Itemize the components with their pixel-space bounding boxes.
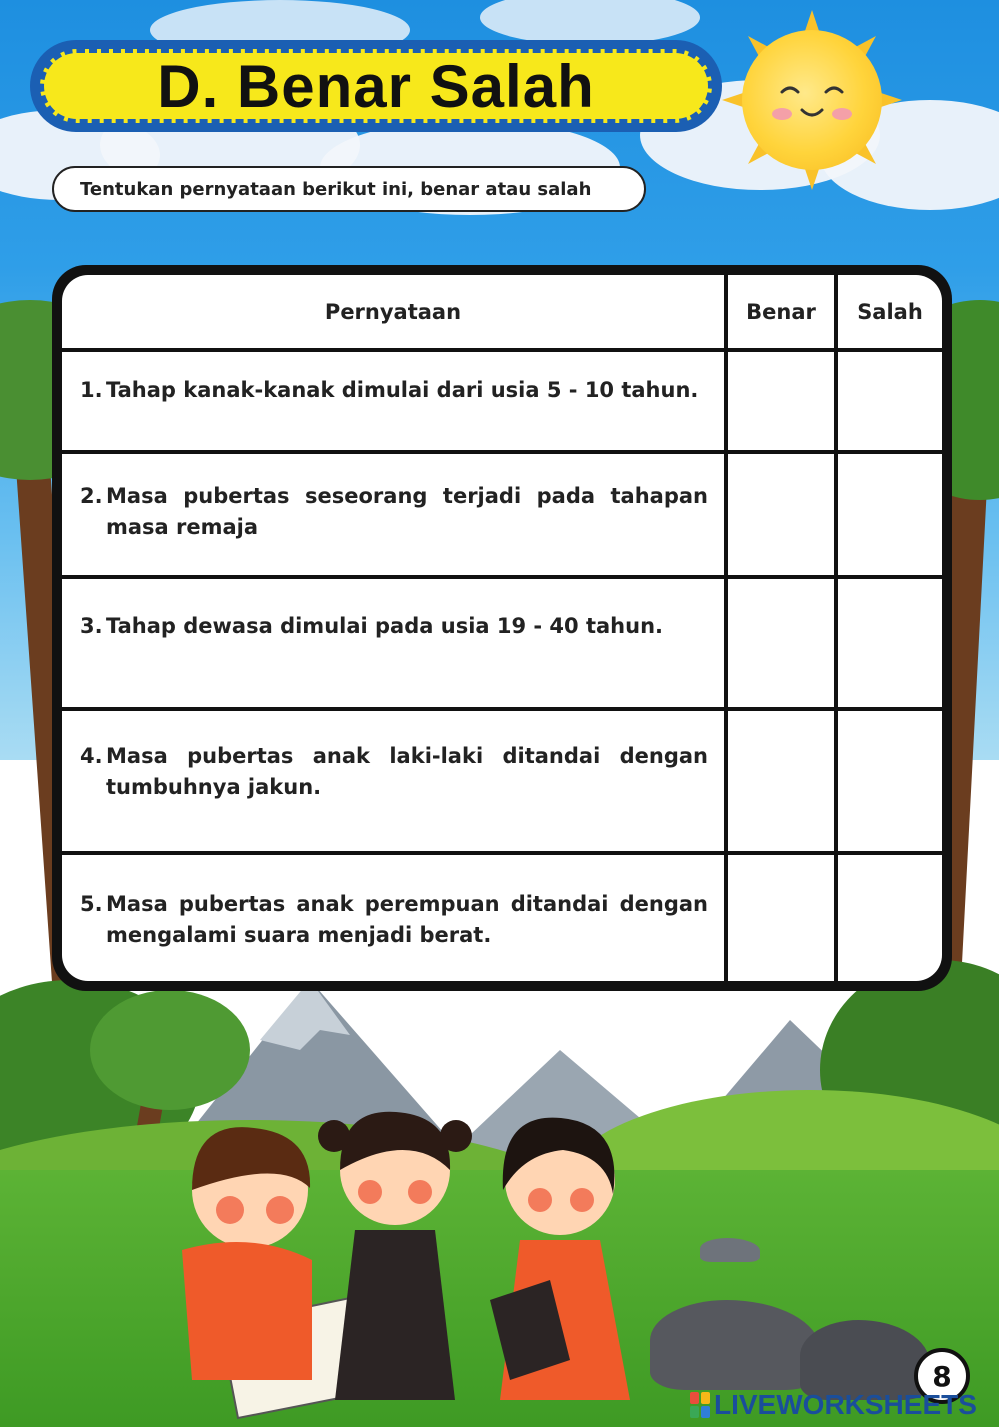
header-true: Benar — [746, 299, 816, 324]
answer-cell-salah-2[interactable] — [838, 454, 942, 575]
title-banner — [30, 40, 722, 132]
answer-cell-benar-4[interactable] — [728, 711, 834, 851]
answer-cell-benar-1[interactable] — [728, 352, 834, 450]
instruction-text: Tentukan pernyataan berikut ini, benar atau salah — [80, 178, 592, 200]
statement-text: Masa pubertas anak laki-laki ditandai dengan tumbuhnya jakun. — [106, 744, 708, 799]
statement-number: 5. — [80, 892, 103, 916]
statement-text: Masa pubertas seseorang terjadi pada tahapan masa remaja — [106, 484, 708, 539]
sun-face-icon — [742, 30, 882, 170]
true-false-table — [52, 265, 952, 991]
statement-number: 4. — [80, 744, 103, 768]
answer-cell-salah-1[interactable] — [838, 352, 942, 450]
table-row — [62, 481, 724, 561]
answer-cell-salah-3[interactable] — [838, 579, 942, 707]
children-illustration — [120, 1100, 680, 1420]
header-statement: Pernyataan — [324, 299, 462, 324]
statement-text: Tahap dewasa dimulai pada usia 19 - 40 tahun. — [106, 614, 664, 638]
statement-text: Masa pubertas anak perempuan ditandai dengan mengalami suara menjadi berat. — [106, 892, 708, 947]
header-false: Salah — [857, 299, 923, 324]
answer-cell-benar-5[interactable] — [728, 855, 834, 981]
liveworksheets-logo-icon — [690, 1392, 710, 1418]
rock — [700, 1238, 760, 1262]
title-banner-inner — [40, 49, 712, 123]
watermark-text: LIVEWORKSHEETS — [714, 1389, 977, 1420]
table-body — [62, 275, 942, 981]
table-row — [62, 889, 724, 969]
tree-foliage — [90, 990, 250, 1110]
statement-text: Tahap kanak-kanak dimulai dari usia 5 - 10 tahun. — [106, 378, 699, 402]
page-number: 8 — [914, 1348, 970, 1404]
table-grid — [62, 275, 942, 981]
statement-number: 1. — [80, 378, 103, 402]
answer-cell-benar-2[interactable] — [728, 454, 834, 575]
answer-cell-benar-3[interactable] — [728, 579, 834, 707]
answer-cell-salah-5[interactable] — [838, 855, 942, 981]
table-row — [62, 611, 724, 691]
table-row — [62, 741, 724, 821]
table-row — [62, 375, 724, 445]
statement-number: 3. — [80, 614, 103, 638]
liveworksheets-watermark — [690, 1388, 977, 1422]
sun — [742, 30, 882, 170]
statement-number: 2. — [80, 484, 103, 508]
instruction-box — [52, 166, 646, 212]
answer-cell-salah-4[interactable] — [838, 711, 942, 851]
page-title: D. Benar Salah — [157, 52, 595, 120]
